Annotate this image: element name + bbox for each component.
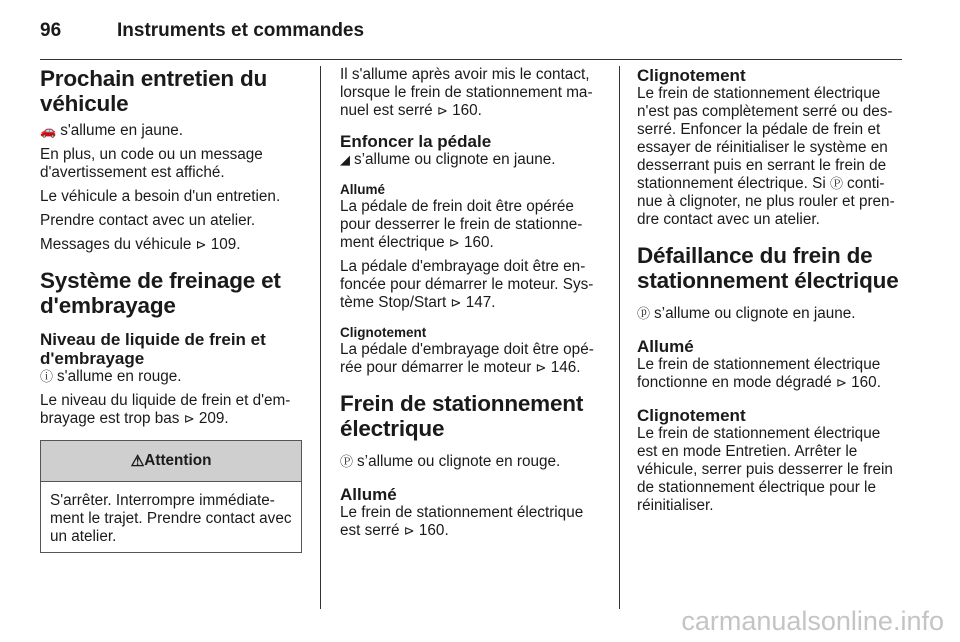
flash-ref[interactable]: 146. (550, 359, 581, 376)
press-line: s’allume ou clignote en jaune. (354, 151, 556, 168)
page-ref-arrow-icon: ⊳ (403, 523, 415, 538)
on-ref-2[interactable]: 147. (465, 294, 496, 311)
page-header (40, 18, 902, 54)
fault-line: s’allume ou clignote en jaune. (654, 305, 856, 322)
epb-on-ref[interactable]: 160. (418, 522, 449, 539)
fault-on-ref[interactable]: 160. (851, 374, 881, 391)
heading-epb: Frein de stationnement électrique (340, 391, 584, 441)
wrench-car-icon: 🚗 (40, 123, 57, 138)
heading-on: Allumé (340, 182, 386, 197)
warning-body (41, 482, 301, 552)
on-line-2: La pédale d'embrayage doit être enfoncée pour démarrer le moteur. Système Stop/Start (340, 258, 594, 311)
epb-line: s’allume ou clignote en rouge. (357, 453, 561, 470)
header-rule (40, 59, 902, 60)
column-3 (637, 66, 903, 521)
column-divider-1 (320, 66, 321, 609)
fluid-line-2: Le niveau du liquide de frein et d'embrayage est trop bas (40, 392, 291, 427)
page-ref-arrow-icon: ⊳ (836, 375, 847, 390)
column-2 (340, 66, 602, 546)
flash-text: Le frein de stationnement électrique n'est pas complètement serré ou desserré. Enfoncer la pédale de frein et essayer de réinitialiser le système en desserrant puis en serrant le frein de stationnement électrique. Si (637, 85, 893, 192)
column-divider-2 (619, 66, 620, 609)
page-title: Instruments et commandes (117, 20, 365, 41)
heading-fault-flash: Clignotement (637, 406, 746, 425)
brake-circle-icon: ⓘ (40, 369, 54, 384)
intro-text: Il s'allume après avoir mis le contact, lorsque le frein de stationnement manuel est serré (340, 66, 593, 119)
page-ref-arrow-icon: ⊳ (436, 103, 448, 118)
heading-fault-on: Allumé (637, 337, 694, 356)
page-ref-arrow-icon: ⊳ (195, 237, 207, 252)
heading-press-pedal: Enfoncer la pédale (340, 132, 492, 151)
service-line-5: Messages du véhicule (40, 236, 192, 253)
parking-brake-fault-icon: ⓟ (637, 306, 651, 321)
page-ref-arrow-icon: ⊳ (450, 295, 462, 310)
fluid-line-1: s'allume en rouge. (57, 368, 182, 385)
page-ref-arrow-icon: ⊳ (535, 360, 547, 375)
flash-text-2: continue à clignoter, ne plus rouler et prendre contact avec un atelier. (637, 175, 895, 228)
on-ref-1[interactable]: 160. (464, 234, 494, 251)
service-ref[interactable]: 109. (210, 236, 241, 253)
watermark: carmanualsonline.info (681, 606, 944, 636)
heading-brake-system: Système de freinage et d'embrayage (40, 268, 281, 318)
fault-flash-line: Le frein de stationnement électrique est en mode Entretien. Arrêter le véhicule, serrer puis desserrer le frein de stationnement électrique pour le réinitialiser. (637, 425, 893, 514)
epb-on-line: Le frein de stationnement électrique est serré (340, 504, 584, 539)
fluid-ref[interactable]: 209. (198, 410, 229, 427)
warning-header (41, 441, 301, 482)
service-line-2: En plus, un code ou un message d'avertissement est affiché. (40, 146, 263, 181)
pedal-icon: ◢ (340, 152, 350, 167)
heading-service: Prochain entretien du véhicule (40, 66, 268, 116)
parking-brake-icon: Ⓟ (340, 454, 354, 469)
intro-ref[interactable]: 160. (452, 102, 482, 119)
service-line-3: Le véhicule a besoin d'un entretien. (40, 188, 281, 205)
warning-text: S'arrêter. Interrompre immédiatement le trajet. Prendre contact avec un atelier. (50, 492, 292, 545)
warning-triangle-icon: ⚠ (130, 452, 145, 470)
service-line-4: Prendre contact avec un atelier. (40, 212, 256, 229)
column-1 (40, 66, 302, 553)
heading-brake-fluid: Niveau de liquide de frein et d'embrayage (40, 330, 266, 368)
heading-epb-on: Allumé (340, 485, 397, 504)
flash-line: La pédale d'embrayage doit être opérée pour démarrer le moteur (340, 341, 594, 376)
warning-box (40, 440, 302, 553)
warning-title: Attention (144, 452, 212, 469)
on-line-1: La pédale de frein doit être opérée pour desserrer le frein de stationnement électrique (340, 198, 583, 251)
page-ref-arrow-icon: ⊳ (183, 411, 195, 426)
heading-flash-epb: Clignotement (637, 66, 746, 85)
fault-on-line: Le frein de stationnement électrique fonctionne en mode dégradé (637, 356, 881, 391)
parking-brake-icon: Ⓟ (830, 176, 844, 191)
heading-flash: Clignotement (340, 325, 427, 340)
page-ref-arrow-icon: ⊳ (448, 235, 460, 250)
service-line-1: s'allume en jaune. (60, 122, 184, 139)
page-number: 96 (40, 20, 62, 41)
heading-epb-fault: Défaillance du frein de stationnement électrique (637, 243, 899, 293)
